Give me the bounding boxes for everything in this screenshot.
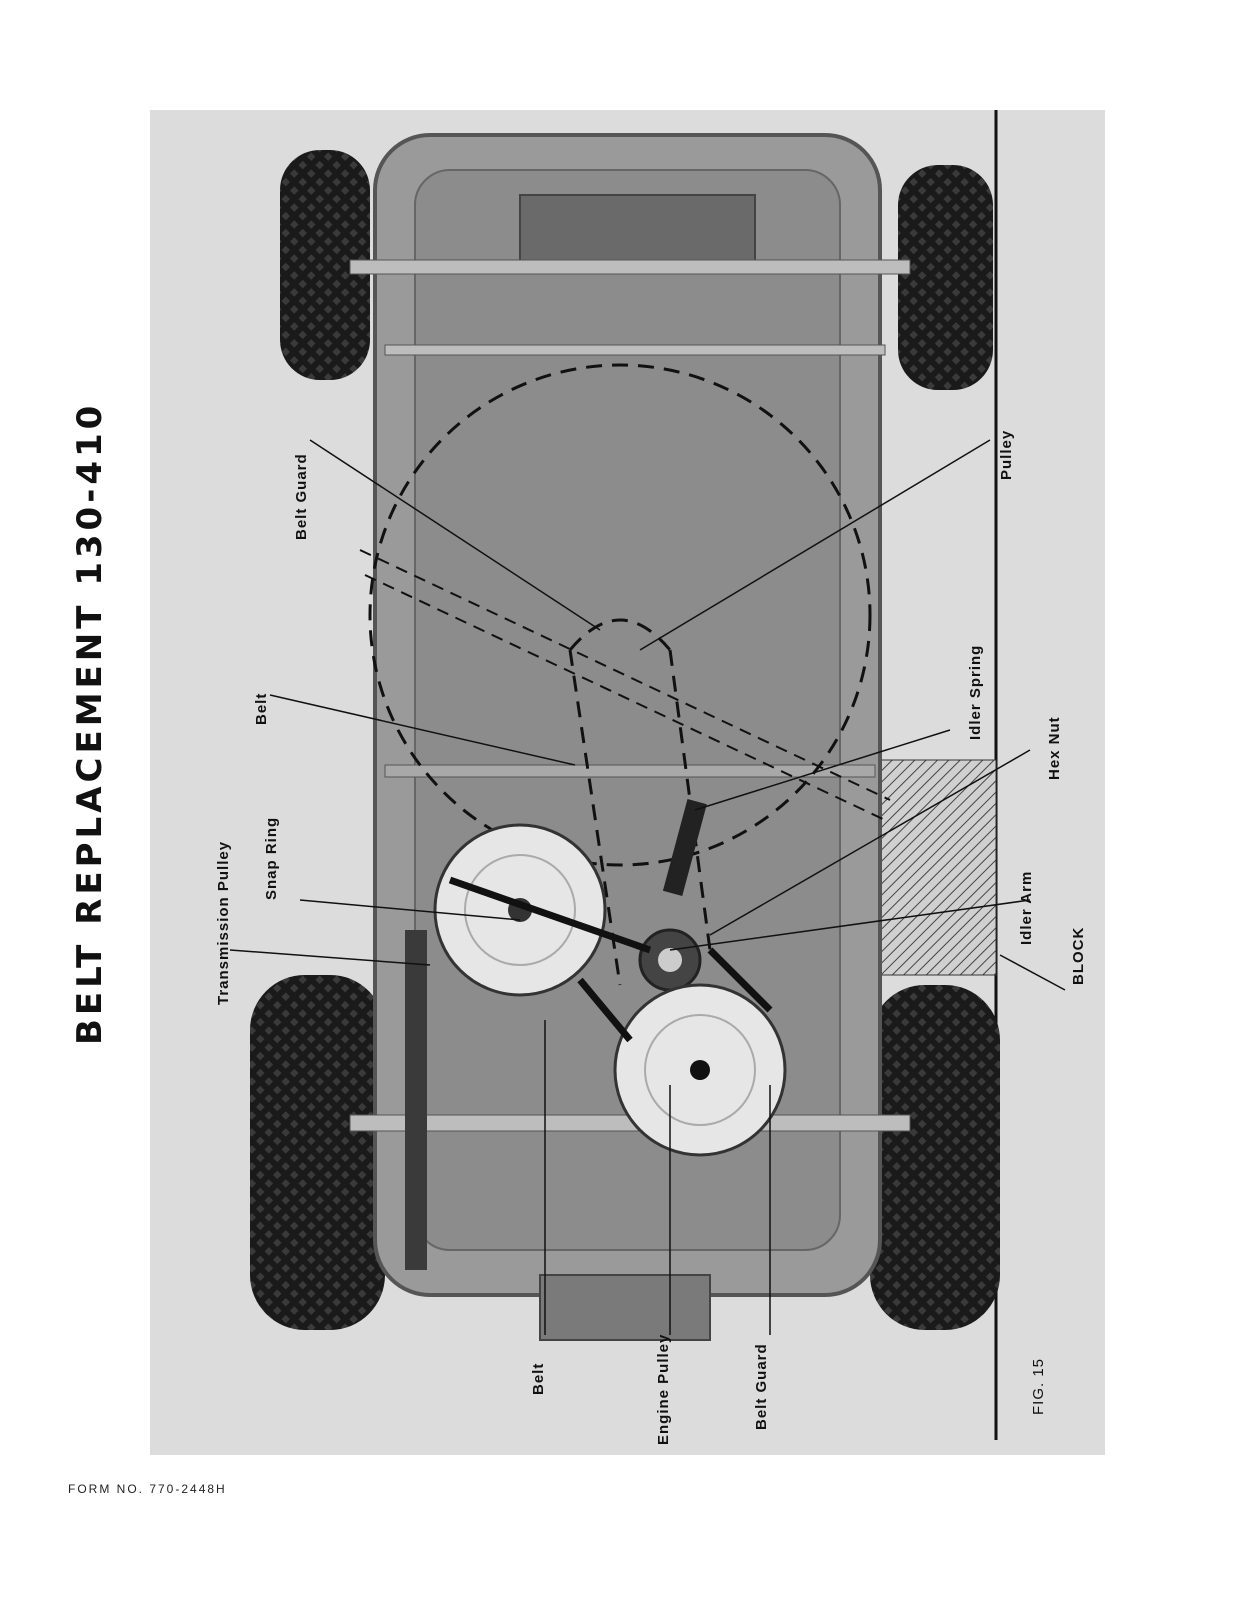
callout-belt-bottom: Belt [530, 1362, 547, 1395]
callout-engine-pulley: Engine Pulley [655, 1333, 672, 1445]
callout-block: BLOCK [1070, 926, 1087, 985]
callout-belt-guard-top: Belt Guard [293, 453, 310, 540]
callout-transmission-pulley: Transmission Pulley [215, 840, 232, 1005]
rear-left-tire [250, 975, 385, 1330]
form-number: FORM NO. 770-2448H [68, 1482, 227, 1496]
callout-pulley: Pulley [998, 429, 1015, 480]
callout-snap-ring: Snap Ring [263, 816, 280, 900]
callout-hex-nut: Hex Nut [1046, 716, 1063, 780]
front-right-tire [898, 165, 993, 390]
block-shape [870, 760, 996, 975]
callout-idler-spring: Idler Spring [967, 644, 984, 740]
callout-belt-top: Belt [253, 692, 270, 725]
rear-bracket [540, 1275, 710, 1340]
mid-bar [385, 765, 875, 777]
steering-rod [385, 345, 885, 355]
rear-right-tire [870, 985, 1000, 1330]
front-plate [520, 195, 755, 270]
mower-diagram [150, 110, 1105, 1455]
callout-belt-guard-bottom: Belt Guard [753, 1343, 770, 1430]
mower-underside-photo [150, 110, 1105, 1455]
page-title: BELT REPLACEMENT 130-410 [70, 401, 110, 1045]
figure-label: FIG. 15 [1030, 1357, 1047, 1415]
callout-idler-arm: Idler Arm [1018, 870, 1035, 945]
drive-chain [405, 930, 427, 1270]
front-axle [350, 260, 910, 274]
